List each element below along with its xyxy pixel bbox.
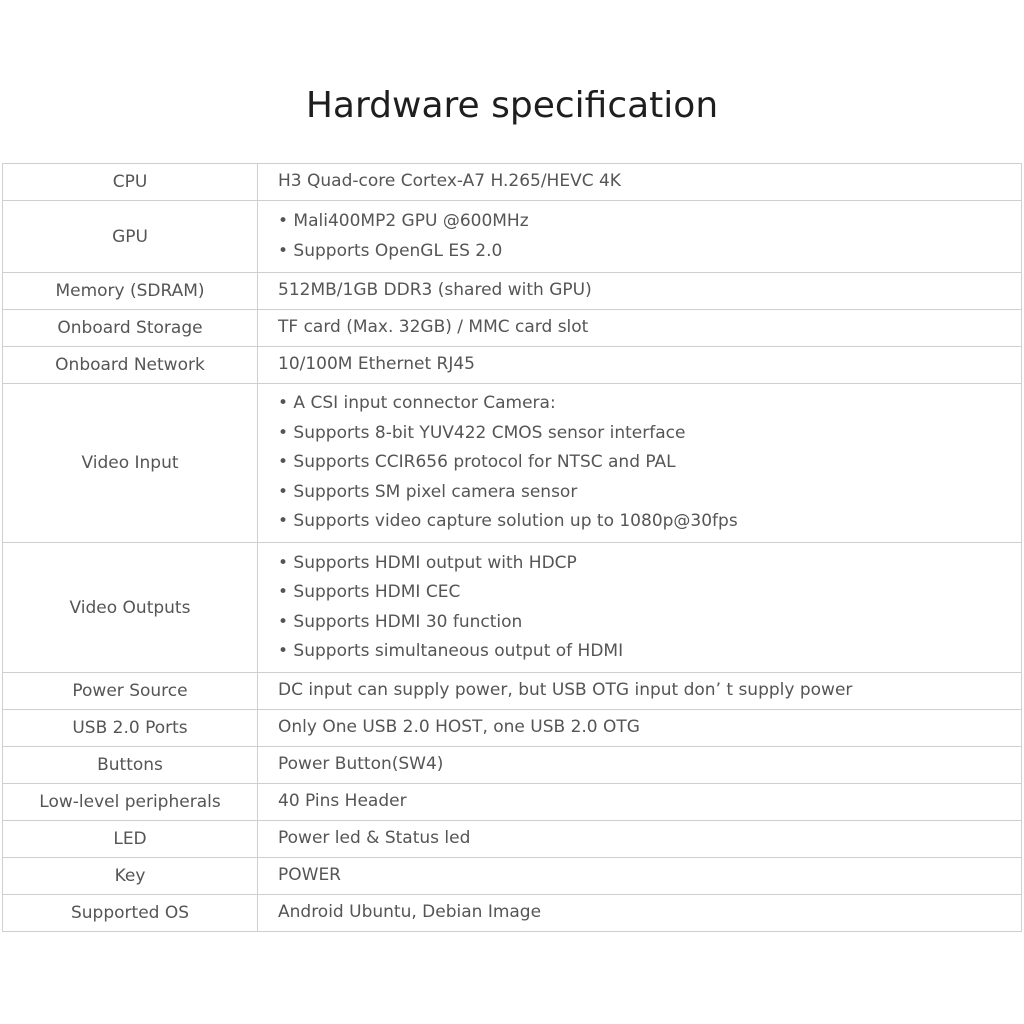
spec-value-line: • Supports SM pixel camera sensor <box>278 481 578 502</box>
spec-label: Video Input <box>3 384 258 543</box>
spec-row <box>3 710 1022 747</box>
spec-value-line: Android Ubuntu, Debian Image <box>278 902 542 923</box>
spec-value-cell <box>258 201 1022 273</box>
spec-value-cell <box>258 895 1022 932</box>
spec-label: Supported OS <box>3 895 258 932</box>
spec-label: Video Outputs <box>3 543 258 673</box>
spec-value-line: • Mali400MP2 GPU @600MHz <box>278 211 529 231</box>
spec-value-cell <box>258 821 1022 858</box>
spec-value-cell <box>258 164 1022 201</box>
spec-label: Low-level peripherals <box>3 784 258 821</box>
spec-value-line: • Supports HDMI output with HDCP <box>278 552 577 573</box>
spec-row <box>3 673 1022 710</box>
spec-label: CPU <box>3 164 258 201</box>
spec-value-line: 10/100M Ethernet RJ45 <box>278 354 475 375</box>
spec-label: Onboard Network <box>3 347 258 384</box>
spec-row <box>3 310 1022 347</box>
spec-label: Power Source <box>3 673 258 710</box>
spec-value-line: • Supports CCIR656 protocol for NTSC and PAL <box>278 452 676 473</box>
spec-row <box>3 895 1022 932</box>
page-title: Hardware specification <box>305 85 719 126</box>
spec-value-line: POWER <box>278 865 341 886</box>
spec-label: Buttons <box>3 747 258 784</box>
spec-value-line: • Supports 8-bit YUV422 CMOS sensor interface <box>278 422 686 443</box>
spec-value-line: • Supports simultaneous output of HDMI <box>278 641 624 661</box>
spec-value-line: • Supports OpenGL ES 2.0 <box>278 240 503 261</box>
spec-label: USB 2.0 Ports <box>3 710 258 747</box>
spec-value-line: Only One USB 2.0 HOST, one USB 2.0 OTG <box>278 717 640 738</box>
spec-value-line: Power led & Status led <box>278 828 471 849</box>
spec-value-line: TF card (Max. 32GB) / MMC card slot <box>278 317 589 338</box>
spec-value-line: H3 Quad-core Cortex-A7 H.265/HEVC 4K <box>278 171 621 192</box>
spec-value-line: DC input can supply power, but USB OTG input don’ t supply power <box>278 680 853 701</box>
spec-value-cell <box>258 858 1022 895</box>
spec-table <box>2 163 1022 932</box>
spec-label: Key <box>3 858 258 895</box>
spec-value-cell <box>258 784 1022 821</box>
spec-row <box>3 273 1022 310</box>
spec-row <box>3 347 1022 384</box>
spec-value-line: • Supports video capture solution up to 1080p@30fps <box>278 511 738 532</box>
spec-row <box>3 164 1022 201</box>
spec-label: GPU <box>3 201 258 273</box>
spec-value-cell <box>258 673 1022 710</box>
spec-row <box>3 543 1022 673</box>
spec-value-line: • Supports HDMI CEC <box>278 582 461 602</box>
spec-value-cell <box>258 347 1022 384</box>
spec-value-cell <box>258 273 1022 310</box>
spec-value-cell <box>258 710 1022 747</box>
spec-row <box>3 201 1022 273</box>
spec-value-line: • A CSI input connector Camera: <box>278 393 556 414</box>
spec-label: LED <box>3 821 258 858</box>
spec-label: Memory (SDRAM) <box>3 273 258 310</box>
spec-table-body <box>3 164 1022 932</box>
spec-value-cell <box>258 747 1022 784</box>
spec-row <box>3 747 1022 784</box>
spec-value-line: Power Button(SW4) <box>278 754 444 775</box>
spec-value-line: 512MB/1GB DDR3 (shared with GPU) <box>278 280 592 301</box>
spec-row <box>3 821 1022 858</box>
spec-value-cell <box>258 384 1022 543</box>
spec-row <box>3 784 1022 821</box>
spec-row <box>3 858 1022 895</box>
spec-value-cell <box>258 543 1022 673</box>
spec-row <box>3 384 1022 543</box>
spec-value-cell <box>258 310 1022 347</box>
spec-value-line: • Supports HDMI 30 function <box>278 611 523 632</box>
spec-value-line: 40 Pins Header <box>278 791 407 812</box>
spec-label: Onboard Storage <box>3 310 258 347</box>
